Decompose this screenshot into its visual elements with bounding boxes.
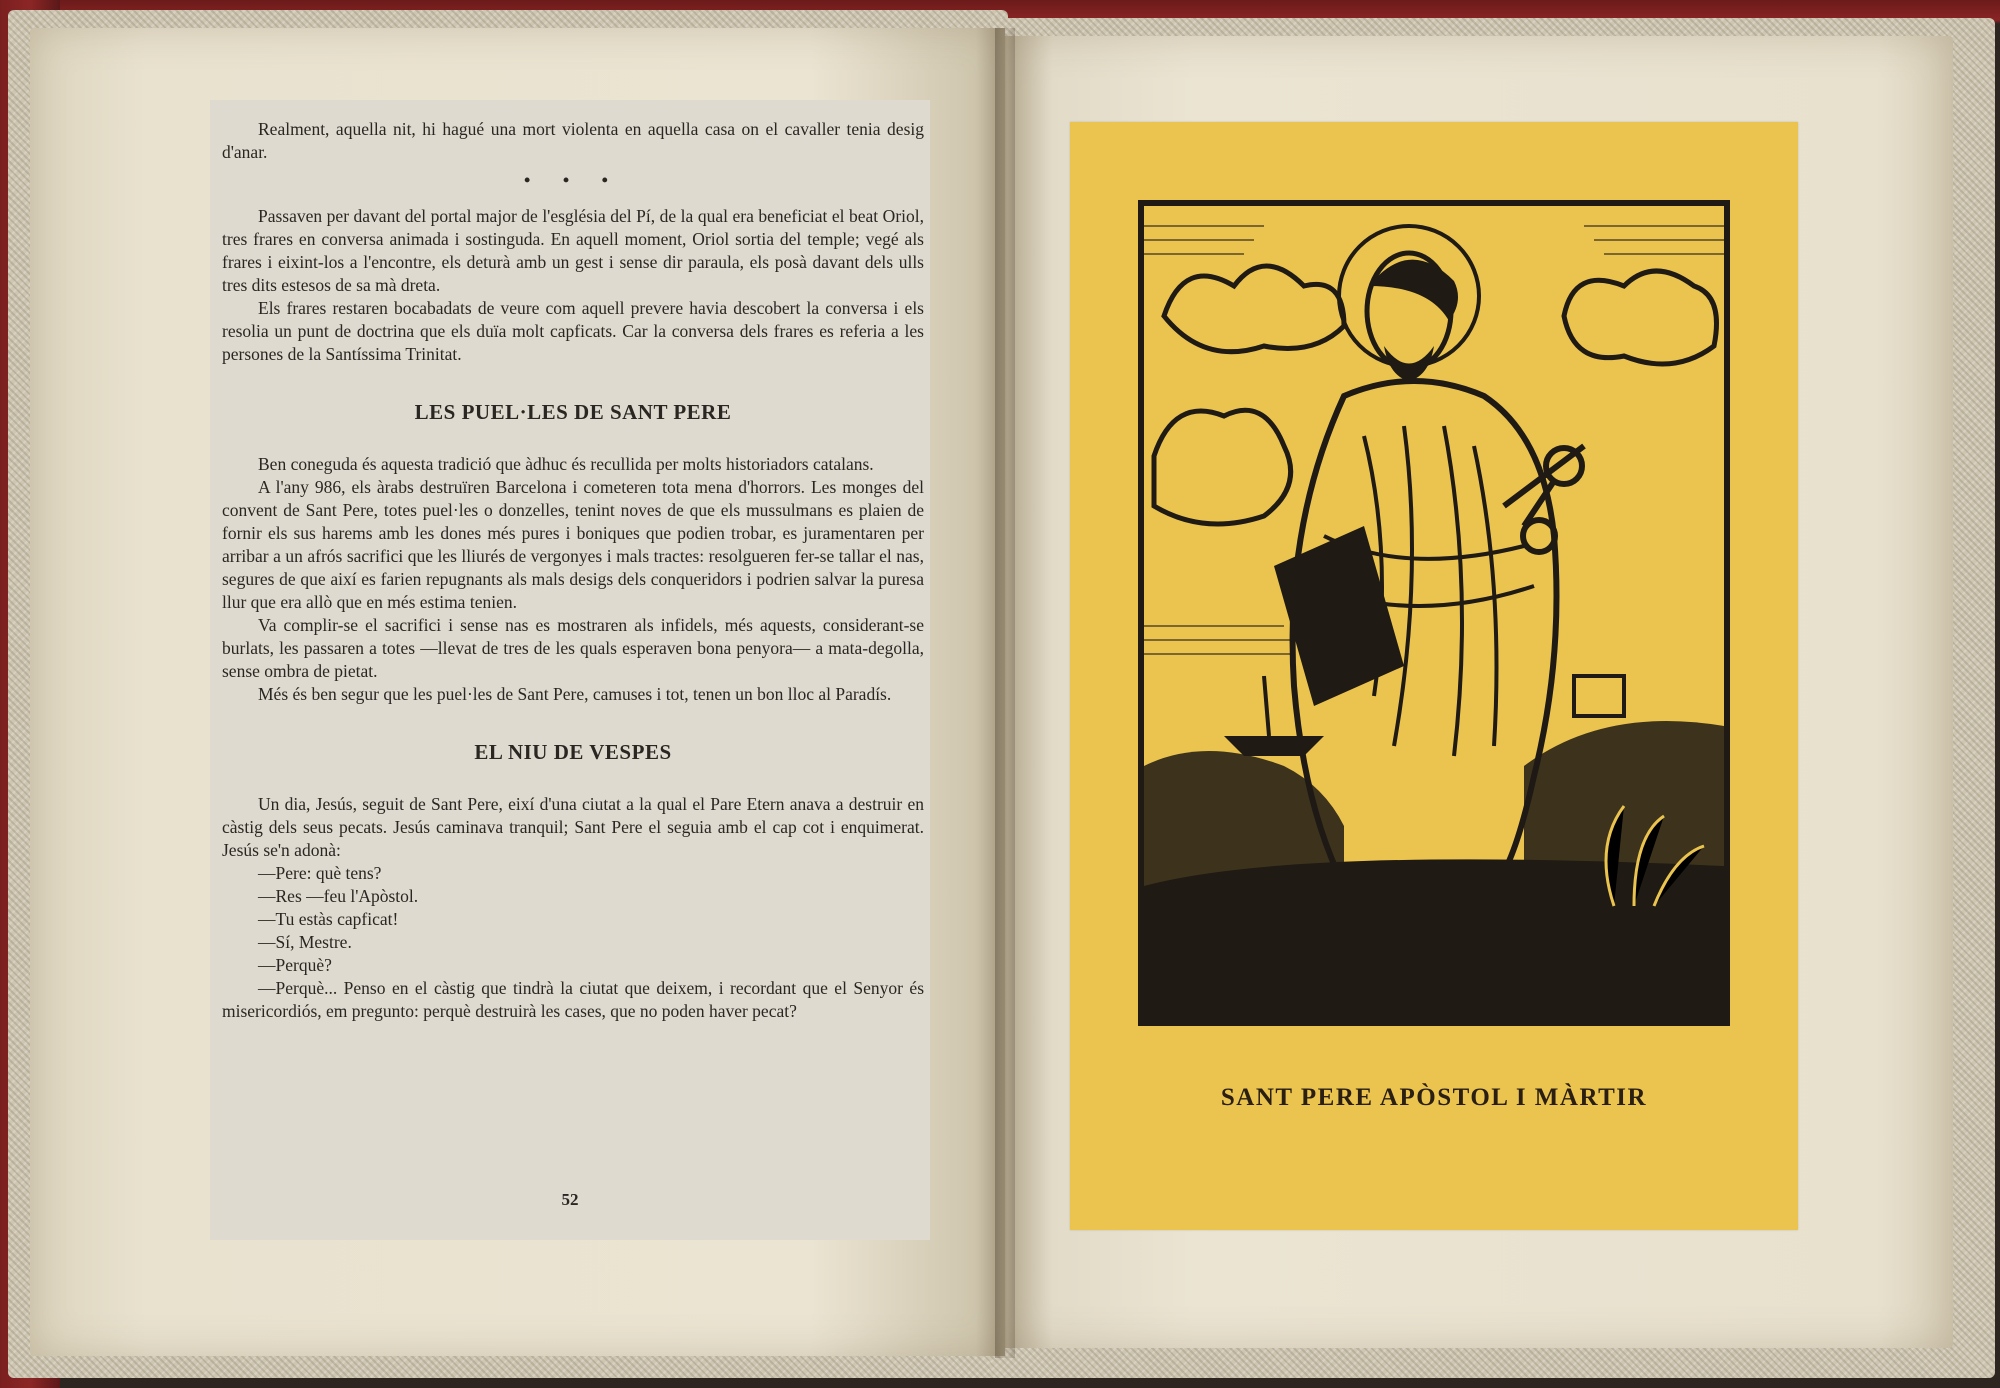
illustration-plate [1070,122,1798,1230]
intro-paragraph: Realment, aquella nit, hi hagué una mort violenta en aquella casa on el cavaller tenia desig d'anar. [222,119,924,162]
text-column [222,118,924,1023]
section-separator: • • • [524,170,622,190]
dialogue-last-paragraph: —Perquè... Penso en el càstig que tindrà la ciutat que deixem, i recordant que el Senyor és misericordiós, em pregunto: perquè destruirà les cases, que no poden haver pecat? [222,978,924,1021]
section-heading-niu: EL NIU DE VESPES [474,740,672,764]
niu-paragraph: Un dia, Jesús, seguit de Sant Pere, eixí d'una ciutat a la qual el Pare Etern anava a destruir en càstig dels seus pecats. Jesús caminava tranquil; Sant Pere el seguia amb el cap cot i enquimerat. Jesús se'n adonà: [222,794,924,860]
oriol-paragraph-1: Passaven per davant del portal major de l'església del Pí, de la qual era beneficiat el beat Oriol, tres frares en conversa animada i sostinguda. En aquell moment, Oriol sortia del temple; vegé als frares i eixint-los a l'encontre, els deturà amb un gest i sense dir paraula, els posà davant dels ulls tres dits estesos de sa mà dreta. [222,206,924,295]
section-heading-puelles: LES PUEL·LES DE SANT PERE [414,400,732,424]
dialogue-line: —Pere: què tens? [258,863,382,883]
illustration-caption: SANT PERE APÒSTOL I MÀRTIR [1220,1084,1648,1111]
dialogue-line: —Sí, Mestre. [258,932,352,952]
puelles-paragraph-2: A l'any 986, els àrabs destruïren Barcelona i cometeren tota mena d'horrors. Les monges del convent de Sant Pere, totes puel·les o donzelles, tenint noves de que els mussulmans es plaien de fornir els sus harems amb les dones més pures i boniques que podien trobar, es juramentaren per arribar a un afrós sacrifici que les lliurés de vergonyes i mals tractes: resolgueren fer-se tallar el nas, segures de que així es farien repugnants als mals desigs dels conqueridors i podrien salvar la puresa llur que era allò que en més estima tenien. [222,477,924,612]
saint-peter-woodcut-image [1144,206,1724,1020]
dialogue-line: —Tu estàs capficat! [258,909,399,929]
book-gutter [995,28,1015,1358]
puelles-paragraph-4: Més és ben segur que les puel·les de Sant Pere, camuses i tot, tenen un bon lloc al Paradís. [258,684,892,704]
oriol-paragraph-2: Els frares restaren bocabadats de veure com aquell prevere havia descobert la conversa i els resolia un punt de doctrina que els duïa molt capficats. Car la conversa dels frares es referia a les persones de la Santíssima Trinitat. [222,298,924,364]
left-page-text-block [210,100,930,1240]
page-number: 52 [561,1190,579,1209]
woodcut-illustration [1138,200,1730,1026]
dialogue-line: —Perquè? [258,955,332,975]
dialogue-line: —Res —feu l'Apòstol. [258,886,419,906]
puelles-paragraph-3: Va complir-se el sacrifici i sense nas es mostraren als infidels, més aquests, considerant-se burlats, les passaren a totes —llevat de tres de les quals esperaven bona penyora— a mata-degolla, sense ombra de pietat. [222,615,924,681]
puelles-paragraph-1: Ben coneguda és aquesta tradició que àdhuc és recullida per molts historiadors catalans. [258,454,874,474]
